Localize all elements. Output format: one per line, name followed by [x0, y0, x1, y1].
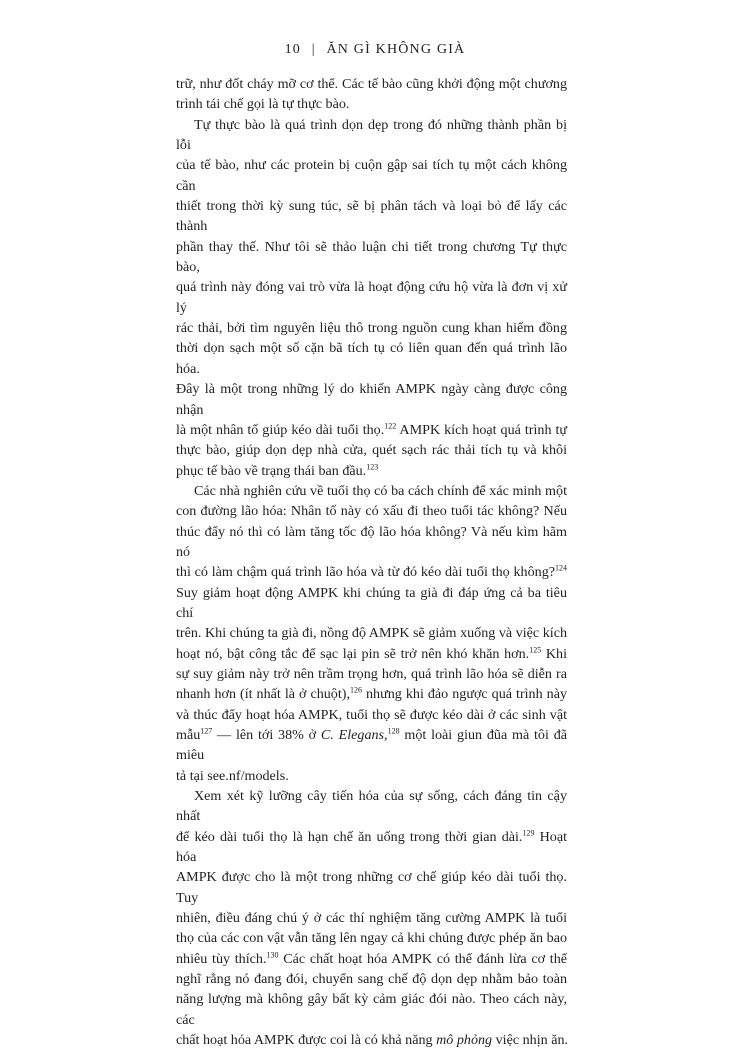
text-line: trình tái chế gọi là tự thực bào.	[176, 96, 350, 113]
paragraph-autophagy	[176, 115, 567, 481]
text-line: hoạt nó, bật công tắc để sạc lại pin sẽ trở nên khó khăn hơn.$^{125}$ Khi	[176, 644, 567, 662]
book-title: ĂN GÌ KHÔNG GIÀ	[326, 42, 466, 57]
text-line: trữ, như đốt cháy mỡ cơ thể. Các tế bào cũng khởi động một chương	[176, 76, 567, 92]
text-line: phần thay thế. Như tôi sẽ thảo luận chi tiết trong chương Tự thực bào,	[176, 238, 567, 276]
text-line: Các nhà nghiên cứu về tuổi thọ có ba cách chính để xác minh một	[194, 482, 567, 499]
paragraph-longevity	[176, 481, 567, 786]
text-line: nhanh hơn (ít nhất là ở chuột),$^{126}$ nhưng khi đảo ngược quá trình này	[176, 685, 568, 703]
body-text	[176, 74, 567, 1051]
text-line: là một nhân tố giúp kéo dài tuổi thọ.$^{122}$ AMPK kích hoạt quá trình tự	[176, 421, 567, 438]
text-line: và thúc đẩy hoạt hóa AMPK, tuổi thọ sẽ được kéo dài ở các sinh vật	[176, 706, 567, 723]
text-line: tả tại see.nf/models.	[176, 767, 289, 784]
text-line: con đường lão hóa: Nhân tố này có xấu đi theo tuổi tác không? Nếu	[176, 503, 567, 520]
text-line: thời dọn sạch một số cặn bã tích tụ có liên quan đến quá trình lão hóa.	[176, 340, 567, 377]
text-line: thúc đẩy nó thì có làm tăng tốc độ lão hóa không? Và nếu kìm hãm nó	[176, 523, 567, 560]
text-line: quá trình này đóng vai trò vừa là hoạt động cứu hộ vừa là đơn vị xử lý	[176, 279, 567, 316]
page-number: 10	[284, 42, 302, 57]
text-line: sự suy giảm này trở nên trầm trọng hơn, quá trình lão hóa sẽ diễn ra	[176, 665, 567, 682]
text-line: rác thải, bởi tìm nguyên liệu thô trong nguồn cung khan hiếm đồng	[176, 320, 567, 337]
text-line: phục tế bào về trạng thái ban đầu.$^{123}$	[176, 461, 379, 479]
text-line: trên. Khi chúng ta già đi, nồng độ AMPK sẽ giảm xuống và việc kích	[176, 625, 567, 642]
text-line: mẫu$^{127}$ — lên tới 38% ở C. Elegans,$^{128}$ một loài giun đũa mà tôi đã miêu	[176, 726, 567, 764]
text-line: thì có làm chậm quá trình lão hóa và từ đó kéo dài tuổi thọ không?$^{124}$	[176, 563, 567, 581]
paragraph-continuation	[176, 74, 567, 115]
text-line: nghĩ rằng nó đang đói, chuyển sang chế độ dọn dẹp nhằm bảo toàn	[176, 971, 567, 988]
text-line: nhiêu tùy thích.$^{130}$ Các chất hoạt hóa AMPK có thể đánh lừa cơ thể	[176, 950, 567, 967]
header-separator: |	[311, 42, 316, 57]
running-header	[0, 42, 750, 58]
text-line: năng lượng mà không gây bất kỳ cảm giác đói nào. Theo cách này, các	[176, 991, 567, 1028]
text-line: AMPK được cho là một trong những cơ chế giúp kéo dài tuổi thọ. Tuy	[176, 869, 567, 906]
paragraph-restriction	[176, 786, 567, 1050]
text-line: Tự thực bào là quá trình dọn dẹp trong đó những thành phần bị lỗi	[176, 116, 567, 154]
text-line: của tế bào, như các protein bị cuộn gập sai tích tụ một cách không cần	[176, 157, 567, 194]
text-line: Đây là một trong những lý do khiến AMPK ngày càng được công nhận	[176, 381, 567, 418]
text-line: Suy giảm hoạt động AMPK khi chúng ta già đi đáp ứng cả ba tiêu chí	[176, 584, 567, 621]
text-line: Xem xét kỹ lưỡng cây tiến hóa của sự sống, cách đáng tin cậy nhất	[176, 788, 567, 825]
text-line: nhiên, điều đáng chú ý ở các thí nghiệm tăng cường AMPK là tuổi	[176, 910, 567, 927]
text-line: thiết trong thời kỳ sung túc, sẽ bị phân tách và loại bỏ để lấy các thành	[176, 198, 567, 235]
text-line: thực bào, giúp dọn dẹp nhà cửa, quét sạch rác thải tích tụ và khôi	[176, 442, 567, 459]
text-line: thọ của các con vật vẫn tăng lên ngay cả khi chúng được phép ăn bao	[176, 930, 567, 947]
text-line: để kéo dài tuổi thọ là hạn chế ăn uống trong thời gian dài.$^{129}$ Hoạt hóa	[176, 828, 568, 866]
text-line: chất hoạt hóa AMPK được coi là có khả năng mô phỏng việc nhịn ăn.	[176, 1032, 569, 1049]
